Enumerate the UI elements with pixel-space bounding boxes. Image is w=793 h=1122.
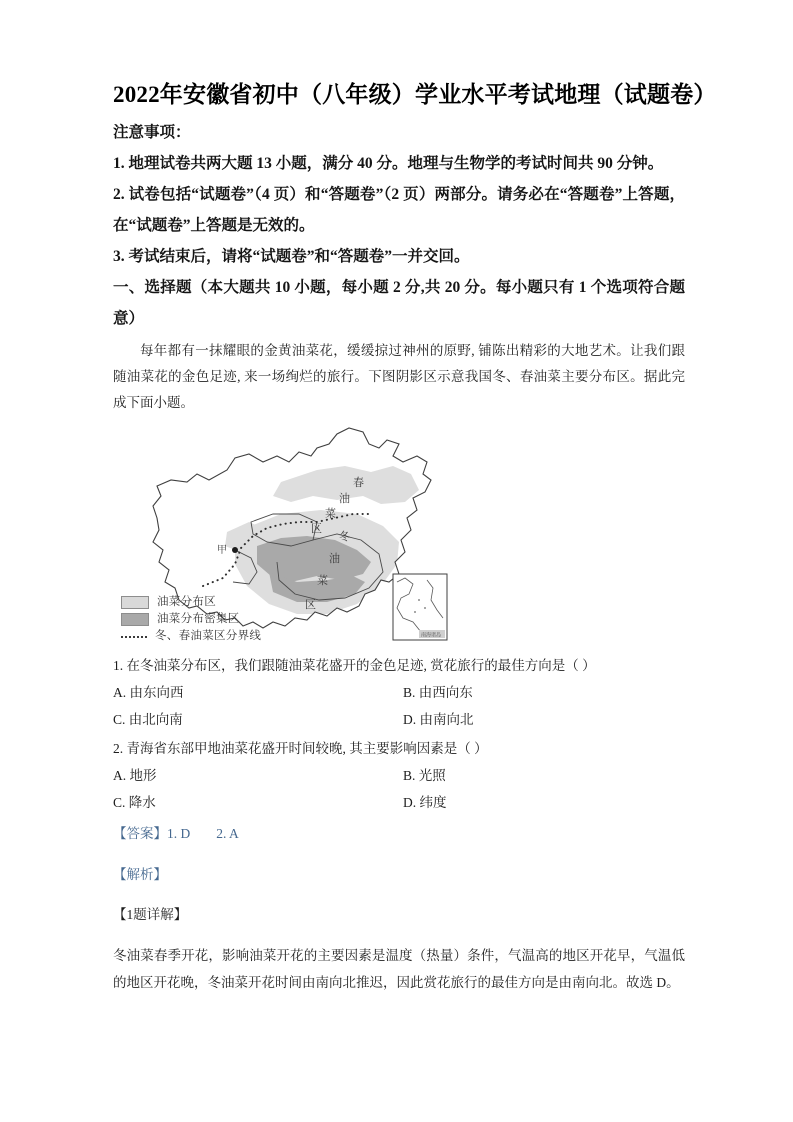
question-1-option-c-text: 由北向南 — [128, 712, 183, 727]
section-heading: 一、选择题（本大题共 10 小题，每小题 2 分,共 20 分。每小题只有 1 个选项符合题意） — [113, 279, 685, 327]
inset-south-china-sea-map — [393, 574, 447, 640]
question-2-option-c-text: 降水 — [128, 795, 156, 810]
question-2-option-d[interactable] — [403, 789, 685, 816]
question-2-option-d-key: D. — [403, 795, 417, 810]
question-1-option-c-key: C. — [113, 712, 126, 727]
figure-china-rapeseed-map — [113, 422, 685, 650]
question-1-options-row-1 — [113, 679, 685, 706]
legend-item-boundary — [121, 628, 261, 645]
page-content — [113, 78, 717, 996]
question-1-option-d-key: D. — [403, 712, 417, 727]
page-title: 2022年安徽省初中（八年级）学业水平考试地理（试题卷） — [113, 82, 717, 107]
question-2-option-c[interactable] — [113, 789, 403, 816]
svg-text:油: 油 — [339, 493, 350, 505]
notice-item-3: 3. 考试结束后，请将“试题卷”和“答题卷”一并交回。 — [113, 248, 470, 265]
svg-text:油: 油 — [329, 553, 340, 565]
question-1-option-b[interactable] — [403, 679, 685, 706]
legend-swatch-light-gray — [121, 596, 149, 609]
question-2-option-a-text: 地形 — [129, 768, 157, 783]
question-2-option-a[interactable] — [113, 762, 403, 789]
question-1-option-d[interactable] — [403, 706, 685, 733]
question-2-options-row-1 — [113, 762, 685, 789]
notice-heading: 注意事项： — [113, 124, 191, 141]
legend-swatch-dark-gray — [121, 613, 149, 626]
question-1-option-b-key: B. — [403, 685, 416, 700]
question-1-stem: 1. 在冬油菜分布区，我们跟随油菜花盛开的金色足迹, 赏花旅行的最佳方向是（ ） — [113, 658, 596, 673]
notice-item-2: 2. 试卷包括“试题卷”（4 页）和“答题卷”（2 页）两部分。请务必在“答题卷”上答题，在“试题卷”上答题是无效的。 — [113, 186, 685, 234]
notice-item-1: 1. 地理试卷共两大题 13 小题，满分 40 分。地理与生物学的考试时间共 90 分钟。 — [113, 155, 664, 172]
question-2-option-a-key: A. — [113, 768, 127, 783]
question-1-options-row-2 — [113, 706, 685, 733]
question-1-option-d-text: 由南向北 — [419, 712, 474, 727]
svg-text:区: 区 — [305, 599, 316, 611]
map-legend — [121, 594, 261, 645]
question-1-option-c[interactable] — [113, 706, 403, 733]
svg-text:冬: 冬 — [339, 531, 350, 543]
inset-caption: 南海诸岛 — [421, 633, 442, 639]
question-1-option-a-key: A. — [113, 685, 127, 700]
question-2-option-d-text: 纬度 — [419, 795, 447, 810]
analysis-tag: 【解析】 — [113, 866, 167, 882]
legend-label-distribution: 油菜分布区 — [157, 596, 216, 608]
legend-label-boundary: 冬、春油菜区分界线 — [155, 630, 262, 642]
point-jia-label: 甲 — [217, 545, 227, 556]
question-2-option-b[interactable] — [403, 762, 685, 789]
question-1-option-b-text: 由西向东 — [418, 685, 473, 700]
question-2-stem: 2. 青海省东部甲地油菜花盛开时间较晚, 其主要影响因素是（ ） — [113, 741, 488, 756]
answer-item-2: 2. A — [216, 826, 239, 841]
answer-line — [113, 820, 685, 847]
passage-text: 每年都有一抹耀眼的金黄油菜花，缓缓掠过神州的原野, 铺陈出精彩的大地艺术。让我们跟随油菜花的金色足迹, 来一场绚烂的旅行。下图阴影区示意我国冬、春油菜主要分布区。据此完成下面小题。 — [113, 343, 685, 410]
answer-tag: 【答案】 — [113, 826, 167, 841]
question-2-option-c-key: C. — [113, 795, 126, 810]
analysis-detail-heading: 【1题详解】 — [113, 907, 188, 922]
legend-item-distribution — [121, 594, 261, 611]
legend-label-dense: 油菜分布密集区 — [157, 613, 240, 625]
question-2-options-row-2 — [113, 789, 685, 816]
legend-item-dense — [121, 611, 261, 628]
svg-text:春: 春 — [353, 477, 364, 489]
question-1-option-a[interactable] — [113, 679, 403, 706]
legend-swatch-dotted-line-icon — [121, 631, 147, 642]
question-2-option-b-text: 光照 — [418, 768, 446, 783]
svg-text:菜: 菜 — [317, 575, 328, 587]
svg-text:区: 区 — [311, 523, 322, 535]
question-1-option-a-text: 由东向西 — [129, 685, 184, 700]
question-2-option-b-key: B. — [403, 768, 416, 783]
answer-item-1: 1. D — [167, 826, 191, 841]
analysis-detail-body: 冬油菜春季开花，影响油菜开花的主要因素是温度（热量）条件，气温高的地区开花早，气温低的地区开花晚，冬油菜开花时间由南向北推迟，因此赏花旅行的最佳方向是由南向北。故选 D。 — [113, 947, 685, 990]
svg-text:菜: 菜 — [325, 508, 336, 520]
